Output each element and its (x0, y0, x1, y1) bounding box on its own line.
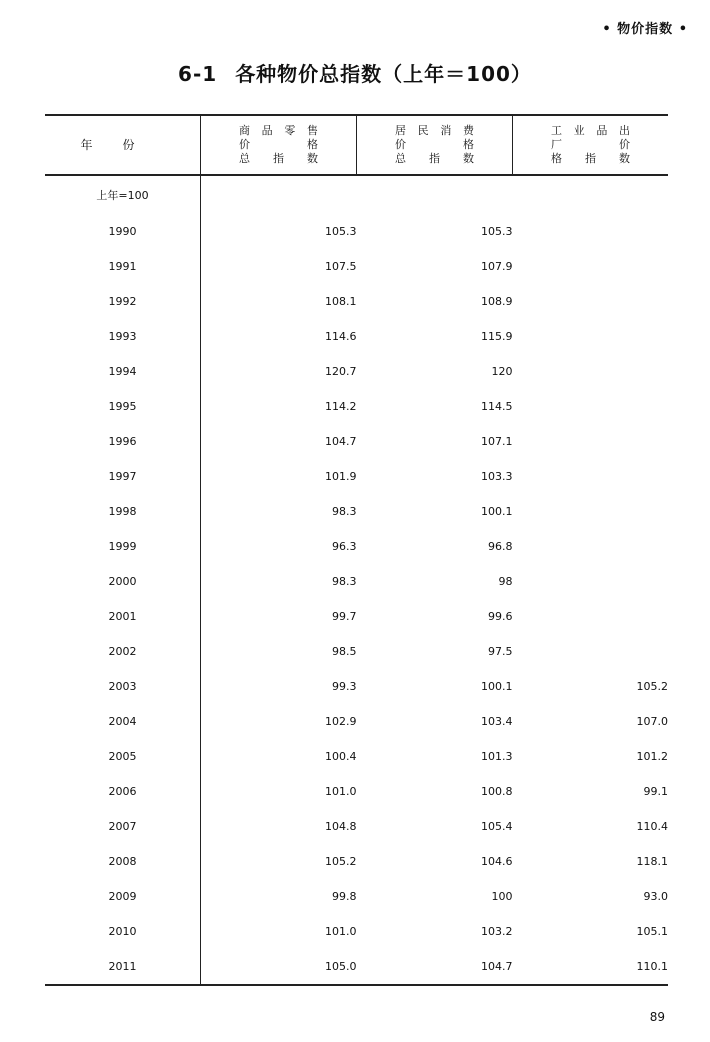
column-header-producer (513, 115, 669, 175)
table-row (45, 739, 668, 774)
year-cell: 2005 (45, 739, 201, 774)
year-cell: 2008 (45, 844, 201, 879)
consumer-value-cell: 107.1 (481, 435, 513, 448)
column-header-retail (201, 115, 357, 175)
table-row (45, 389, 668, 424)
consumer-value-cell: 108.9 (481, 295, 513, 308)
producer-value-cell (513, 634, 669, 669)
consumer-value-cell: 97.5 (488, 645, 513, 658)
year-cell: 2009 (45, 879, 201, 914)
consumer-value-cell: 104.6 (481, 855, 513, 868)
table-row (45, 529, 668, 564)
consumer-value-cell: 114.5 (481, 400, 513, 413)
hchar: 厂 (551, 138, 562, 151)
retail-value-cell: 105.2 (325, 855, 357, 868)
table-row (45, 564, 668, 599)
page-title (0, 58, 710, 87)
header-stack-consumer (357, 124, 512, 166)
price-index-table-container (45, 114, 666, 986)
hchar: 指 (273, 152, 284, 165)
hchar: 指 (585, 152, 596, 165)
hchar: 格 (463, 138, 474, 151)
column-header-year (45, 115, 201, 175)
table-row (45, 284, 668, 319)
consumer-value-cell: 103.3 (481, 470, 513, 483)
consumer-value-cell: 115.9 (481, 330, 513, 343)
hchar: 品 (596, 124, 608, 137)
year-cell: 2003 (45, 669, 201, 704)
retail-value-cell: 107.5 (325, 260, 357, 273)
producer-value-cell (513, 494, 669, 529)
table-row (45, 319, 668, 354)
producer-value-cell (513, 564, 669, 599)
year-cell: 2007 (45, 809, 201, 844)
year-cell: 2001 (45, 599, 201, 634)
table-header (45, 115, 668, 175)
table-row (45, 424, 668, 459)
year-cell: 1991 (45, 249, 201, 284)
producer-value-cell (513, 424, 669, 459)
table-row (45, 949, 668, 985)
producer-value-cell: 101.2 (636, 750, 668, 763)
year-cell: 2011 (45, 949, 201, 985)
hchar: 消 (440, 124, 452, 137)
hchar: 价 (239, 138, 250, 151)
hchar: 费 (462, 124, 474, 137)
retail-value-cell: 98.5 (332, 645, 357, 658)
hchar: 出 (618, 124, 630, 137)
retail-value-cell: 99.3 (332, 680, 357, 693)
consumer-value-cell: 100.1 (481, 505, 513, 518)
retail-value-cell: 105.0 (201, 949, 357, 985)
header-stack-producer (513, 124, 668, 166)
producer-value-cell: 118.1 (636, 855, 668, 868)
table-row (45, 459, 668, 494)
table-row (45, 774, 668, 809)
table-row (45, 599, 668, 634)
hchar: 民 (417, 124, 429, 137)
hchar: 居 (395, 124, 406, 137)
hchar: 品 (261, 124, 273, 137)
retail-value-cell: 105.3 (325, 225, 357, 238)
hchar: 格 (551, 152, 562, 165)
producer-value-cell: 99.1 (643, 785, 668, 798)
table-number: 6-1 (178, 62, 218, 86)
table-row (45, 634, 668, 669)
column-header-consumer (357, 115, 513, 175)
producer-value-cell: 110.4 (636, 820, 668, 833)
table-row (45, 249, 668, 284)
column-header-year-part2: 份 (122, 138, 165, 152)
table-row (45, 704, 668, 739)
retail-value-cell: 101.0 (325, 925, 357, 938)
producer-value-cell (513, 599, 669, 634)
producer-value-cell (513, 459, 669, 494)
retail-value-cell: 114.2 (325, 400, 357, 413)
hchar: 数 (463, 152, 474, 165)
retail-value-cell: 120.7 (325, 365, 357, 378)
table-row (45, 914, 668, 949)
consumer-value-cell: 105.3 (481, 225, 513, 238)
hchar: 价 (619, 138, 630, 151)
consumer-value-cell: 107.9 (481, 260, 513, 273)
year-cell: 1993 (45, 319, 201, 354)
retail-value-cell: 98.3 (332, 575, 357, 588)
year-cell: 2002 (45, 634, 201, 669)
hchar: 售 (306, 124, 318, 137)
hchar: 指 (429, 152, 440, 165)
hchar: 总 (395, 152, 406, 165)
year-cell: 2000 (45, 564, 201, 599)
year-cell: 1999 (45, 529, 201, 564)
hchar: 业 (573, 124, 585, 137)
retail-value-cell: 100.4 (325, 750, 357, 763)
consumer-value-cell: 101.3 (481, 750, 513, 763)
table-row (45, 809, 668, 844)
year-cell: 1998 (45, 494, 201, 529)
base-row (45, 175, 668, 214)
header-stack-retail (201, 124, 356, 166)
year-cell: 2004 (45, 704, 201, 739)
hchar: 工 (551, 124, 562, 137)
consumer-value-cell: 103.4 (481, 715, 513, 728)
consumer-value-cell: 98 (498, 575, 513, 588)
table-row (45, 354, 668, 389)
year-cell: 1997 (45, 459, 201, 494)
header-row (45, 115, 668, 175)
retail-value-cell: 98.3 (332, 505, 357, 518)
price-index-table (45, 114, 668, 986)
producer-value-cell (513, 354, 669, 389)
table-row (45, 494, 668, 529)
retail-value-cell: 99.7 (332, 610, 357, 623)
producer-value-cell: 105.1 (636, 925, 668, 938)
table-row (45, 669, 668, 704)
retail-value-cell: 102.9 (325, 715, 357, 728)
table-title: 各种物价总指数（上年＝100） (235, 62, 532, 86)
hchar: 商 (239, 124, 250, 137)
retail-value-cell: 104.8 (325, 820, 357, 833)
consumer-value-cell: 103.2 (481, 925, 513, 938)
retail-value-cell: 104.7 (325, 435, 357, 448)
year-cell: 1992 (45, 284, 201, 319)
retail-value-cell: 114.6 (325, 330, 357, 343)
retail-value-cell: 101.0 (325, 785, 357, 798)
consumer-value-cell: 100.8 (481, 785, 513, 798)
producer-value-cell (513, 389, 669, 424)
hchar: 格 (307, 138, 318, 151)
base-label: 上年=100 (45, 175, 201, 214)
consumer-value-cell: 104.7 (357, 949, 513, 985)
consumer-value-cell: 120 (491, 365, 513, 378)
consumer-value-cell: 100 (491, 890, 513, 903)
producer-value-cell: 110.1 (513, 949, 669, 985)
table-body (45, 175, 668, 985)
hchar: 零 (284, 124, 296, 137)
year-cell: 1994 (45, 354, 201, 389)
producer-value-cell: 107.0 (636, 715, 668, 728)
producer-value-cell (513, 284, 669, 319)
year-cell: 1990 (45, 214, 201, 249)
producer-value-cell (513, 319, 669, 354)
table-row (45, 879, 668, 914)
hchar: 总 (239, 152, 250, 165)
column-header-year-part1: 年 (80, 138, 123, 152)
producer-value-cell: 93.0 (643, 890, 668, 903)
retail-value-cell: 108.1 (325, 295, 357, 308)
retail-value-cell: 101.9 (325, 470, 357, 483)
retail-value-cell: 99.8 (332, 890, 357, 903)
year-cell: 2010 (45, 914, 201, 949)
consumer-value-cell: 96.8 (488, 540, 513, 553)
table-row (45, 214, 668, 249)
year-cell: 1995 (45, 389, 201, 424)
consumer-value-cell: 99.6 (488, 610, 513, 623)
hchar: 数 (619, 152, 630, 165)
section-tag: • 物价指数 • (602, 22, 688, 37)
producer-value-cell: 105.2 (636, 680, 668, 693)
producer-value-cell (513, 214, 669, 249)
page-number: 89 (649, 1010, 665, 1024)
producer-value-cell (513, 529, 669, 564)
year-cell: 2006 (45, 774, 201, 809)
producer-value-cell (513, 249, 669, 284)
year-cell: 1996 (45, 424, 201, 459)
consumer-value-cell: 105.4 (481, 820, 513, 833)
hchar: 价 (395, 138, 406, 151)
consumer-value-cell: 100.1 (481, 680, 513, 693)
table-row (45, 844, 668, 879)
hchar: 数 (307, 152, 318, 165)
retail-value-cell: 96.3 (332, 540, 357, 553)
